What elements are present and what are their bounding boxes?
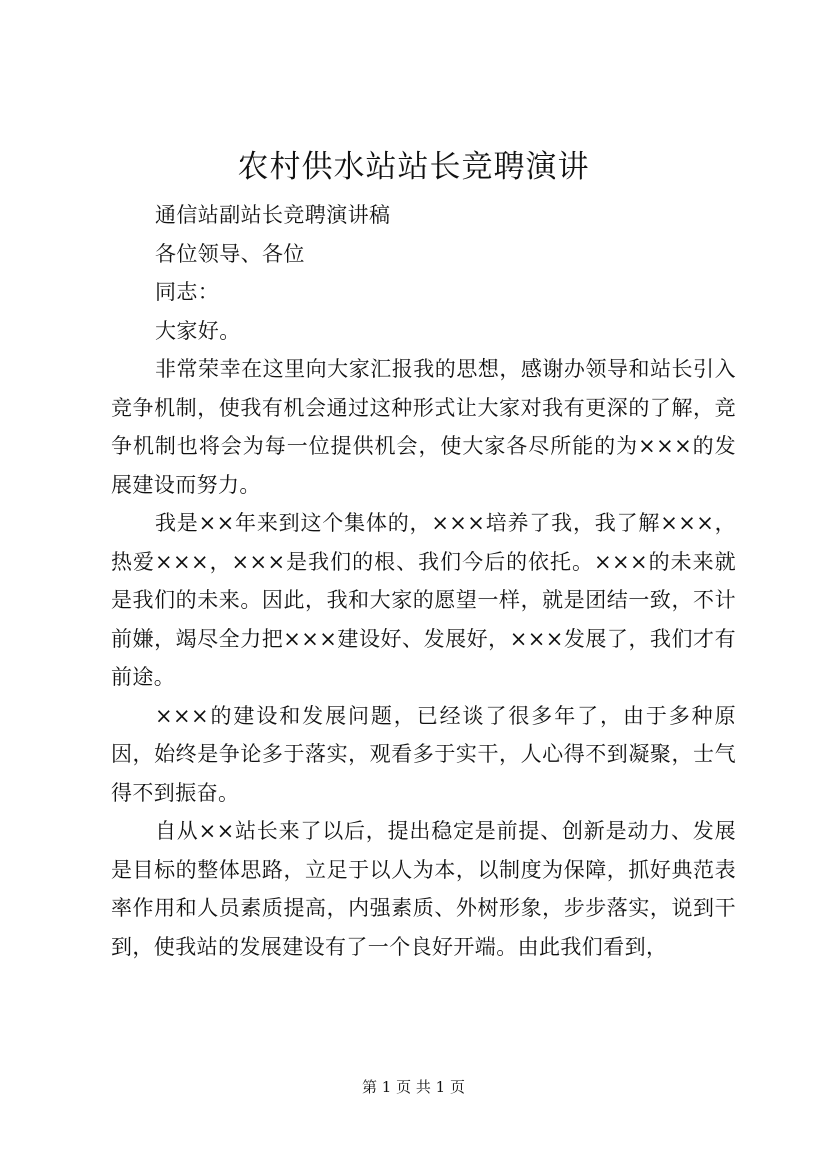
body-paragraph: ×××的建设和发展问题，已经谈了很多年了，由于多种原因，始终是争论多于落实，观看多于实干，人心得不到凝聚，士气得不到振奋。 [111,703,736,805]
subtitle-line: 通信站副站长竞聘演讲稿 [155,203,391,227]
body-paragraph: 非常荣幸在这里向大家汇报我的思想，感谢办领导和站长引入竞争机制，使我有机会通过这种形式让大家对我有更深的了解，竞争机制也将会为每一位提供机会，使大家各尽所能的为×××的发展建设而努力。 [111,357,736,497]
page-footer: 第 1 页 共 1 页 [362,1078,465,1096]
document-body [111,196,736,966]
salutation-line: 各位领导、各位 [155,241,305,266]
salutation-continuation-line: 同志： [155,280,220,304]
body-paragraph: 我是××年来到这个集体的，×××培养了我，我了解×××，热爱×××，×××是我们的根、我们今后的依托。×××的未来就是我们的未来。因此，我和大家的愿望一样，就是团结一致，不计前嫌，竭尽全力把×××建设好、发展好，×××发展了，我们才有前途。 [111,511,736,689]
greeting-line: 大家好。 [155,318,241,343]
body-paragraph: 自从××站长来了以后，提出稳定是前提、创新是动力、发展是目标的整体思路，立足于以人为本，以制度为保障，抓好典范表率作用和人员素质提高，内强素质、外树形象，步步落实，说到干到，使我站的发展建设有了一个良好开端。由此我们看到， [111,819,736,959]
document-title: 农村供水站站长竞聘演讲 [237,149,590,185]
